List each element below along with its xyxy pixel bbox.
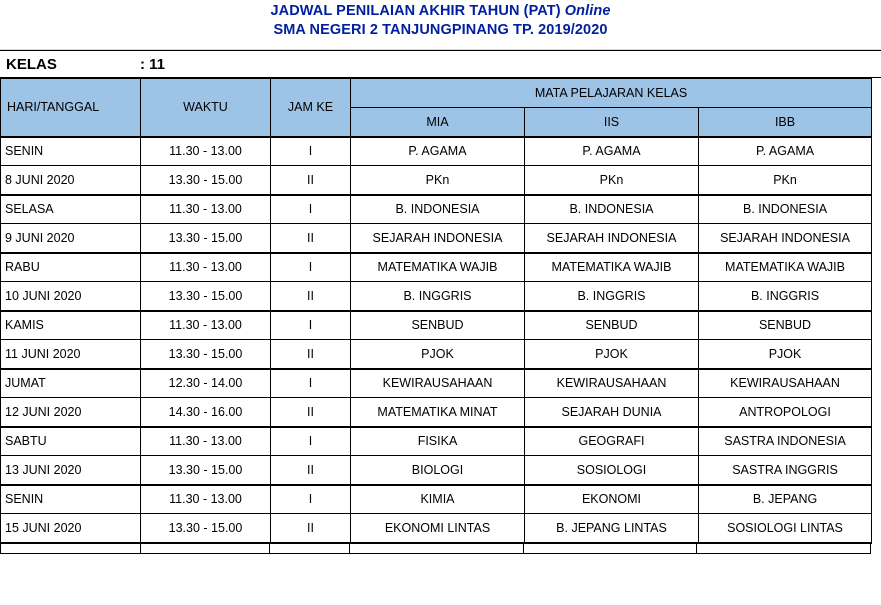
cell-subject-iis: SOSIOLOGI [525,456,699,485]
cell-waktu: 13.30 - 15.00 [141,282,271,311]
cell-hari-tanggal: KAMIS [1,311,141,340]
cell-subject-iis: EKONOMI [525,485,699,514]
tail-cell-ibb [697,544,870,553]
cell-subject-mia: MATEMATIKA MINAT [351,398,525,427]
cell-waktu: 14.30 - 16.00 [141,398,271,427]
table-row [1,224,872,253]
table-header-row-1 [1,79,872,108]
table-row [1,369,872,398]
table-row [1,485,872,514]
cell-subject-iis: PJOK [525,340,699,369]
table-row [1,311,872,340]
cell-subject-ibb: B. INGGRIS [699,282,872,311]
cell-jam-ke: II [271,456,351,485]
cell-waktu: 11.30 - 13.00 [141,137,271,166]
cell-subject-iis: P. AGAMA [525,137,699,166]
cell-hari-tanggal: SENIN [1,137,141,166]
kelas-row [0,50,881,78]
cell-subject-mia: FISIKA [351,427,525,456]
cell-jam-ke: II [271,224,351,253]
cell-waktu: 11.30 - 13.00 [141,311,271,340]
cell-subject-mia: B. INDONESIA [351,195,525,224]
table-row [1,340,872,369]
cell-subject-iis: PKn [525,166,699,195]
table-row [1,253,872,282]
title-spacer [0,40,881,50]
cell-subject-ibb: MATEMATIKA WAJIB [699,253,872,282]
cell-subject-ibb: PKn [699,166,872,195]
cell-jam-ke: II [271,514,351,543]
kelas-label: KELAS [6,55,57,73]
table-row [1,166,872,195]
cell-subject-ibb: P. AGAMA [699,137,872,166]
cell-waktu: 11.30 - 13.00 [141,485,271,514]
cell-waktu: 11.30 - 13.00 [141,253,271,282]
cell-jam-ke: I [271,311,351,340]
table-bottom-partial-row [0,544,871,554]
cell-subject-mia: EKONOMI LINTAS [351,514,525,543]
cell-subject-iis: B. INDONESIA [525,195,699,224]
tail-cell-jam [270,544,350,553]
cell-hari-tanggal: RABU [1,253,141,282]
cell-subject-iis: B. INGGRIS [525,282,699,311]
column-header-hari-tanggal: HARI/TANGGAL [1,79,141,137]
cell-hari-tanggal: SABTU [1,427,141,456]
cell-waktu: 12.30 - 14.00 [141,369,271,398]
document-title-line-1 [0,2,881,21]
cell-subject-iis: SEJARAH INDONESIA [525,224,699,253]
table-row [1,137,872,166]
table-row [1,427,872,456]
cell-jam-ke: II [271,166,351,195]
table-row [1,195,872,224]
cell-waktu: 13.30 - 15.00 [141,514,271,543]
cell-subject-iis: MATEMATIKA WAJIB [525,253,699,282]
cell-subject-ibb: SOSIOLOGI LINTAS [699,514,872,543]
document-title-block [0,0,881,40]
cell-hari-tanggal: 12 JUNI 2020 [1,398,141,427]
cell-subject-mia: PKn [351,166,525,195]
cell-subject-ibb: B. JEPANG [699,485,872,514]
column-header-mia: MIA [351,108,525,137]
cell-subject-mia: BIOLOGI [351,456,525,485]
cell-subject-mia: KIMIA [351,485,525,514]
cell-hari-tanggal: 11 JUNI 2020 [1,340,141,369]
cell-hari-tanggal: 15 JUNI 2020 [1,514,141,543]
tail-cell-hari [1,544,141,553]
document-title-line-2: SMA NEGERI 2 TANJUNGPINANG TP. 2019/2020 [273,22,608,38]
cell-waktu: 11.30 - 13.00 [141,427,271,456]
cell-jam-ke: II [271,398,351,427]
exam-schedule-table [0,78,872,544]
cell-hari-tanggal: SELASA [1,195,141,224]
table-row [1,398,872,427]
cell-jam-ke: II [271,282,351,311]
cell-waktu: 13.30 - 15.00 [141,340,271,369]
tail-cell-waktu [141,544,271,553]
cell-subject-ibb: ANTROPOLOGI [699,398,872,427]
cell-subject-mia: MATEMATIKA WAJIB [351,253,525,282]
cell-subject-ibb: SASTRA INGGRIS [699,456,872,485]
cell-subject-ibb: SASTRA INDONESIA [699,427,872,456]
cell-jam-ke: I [271,485,351,514]
cell-subject-mia: P. AGAMA [351,137,525,166]
cell-subject-ibb: KEWIRAUSAHAAN [699,369,872,398]
cell-hari-tanggal: SENIN [1,485,141,514]
tail-cell-iis [524,544,698,553]
column-header-mata-pelajaran-kelas: MATA PELAJARAN KELAS [351,79,872,108]
cell-jam-ke: I [271,427,351,456]
cell-subject-mia: KEWIRAUSAHAAN [351,369,525,398]
cell-subject-iis: SEJARAH DUNIA [525,398,699,427]
cell-subject-ibb: SEJARAH INDONESIA [699,224,872,253]
cell-hari-tanggal: 9 JUNI 2020 [1,224,141,253]
cell-subject-iis: B. JEPANG LINTAS [525,514,699,543]
cell-waktu: 13.30 - 15.00 [141,456,271,485]
kelas-value: : 11 [140,55,166,73]
cell-hari-tanggal: 8 JUNI 2020 [1,166,141,195]
table-row [1,282,872,311]
cell-waktu: 13.30 - 15.00 [141,224,271,253]
cell-subject-iis: GEOGRAFI [525,427,699,456]
column-header-iis: IIS [525,108,699,137]
cell-waktu: 11.30 - 13.00 [141,195,271,224]
title-main-text: JADWAL PENILAIAN AKHIR TAHUN (PAT) [270,3,565,19]
table-body [1,137,872,543]
column-header-ibb: IBB [699,108,872,137]
column-header-waktu: WAKTU [141,79,271,137]
cell-hari-tanggal: 13 JUNI 2020 [1,456,141,485]
cell-subject-ibb: B. INDONESIA [699,195,872,224]
cell-subject-ibb: SENBUD [699,311,872,340]
cell-subject-mia: B. INGGRIS [351,282,525,311]
cell-subject-iis: SENBUD [525,311,699,340]
cell-subject-iis: KEWIRAUSAHAAN [525,369,699,398]
table-row [1,456,872,485]
cell-jam-ke: I [271,137,351,166]
cell-jam-ke: I [271,369,351,398]
cell-jam-ke: I [271,253,351,282]
cell-hari-tanggal: JUMAT [1,369,141,398]
cell-jam-ke: II [271,340,351,369]
cell-subject-mia: PJOK [351,340,525,369]
title-online-word: Online [564,3,611,19]
cell-subject-mia: SENBUD [351,311,525,340]
cell-subject-mia: SEJARAH INDONESIA [351,224,525,253]
table-row [1,514,872,543]
cell-jam-ke: I [271,195,351,224]
column-header-jam-ke: JAM KE [271,79,351,137]
cell-waktu: 13.30 - 15.00 [141,166,271,195]
cell-subject-ibb: PJOK [699,340,872,369]
tail-cell-mia [350,544,524,553]
cell-hari-tanggal: 10 JUNI 2020 [1,282,141,311]
table-head [1,79,872,137]
